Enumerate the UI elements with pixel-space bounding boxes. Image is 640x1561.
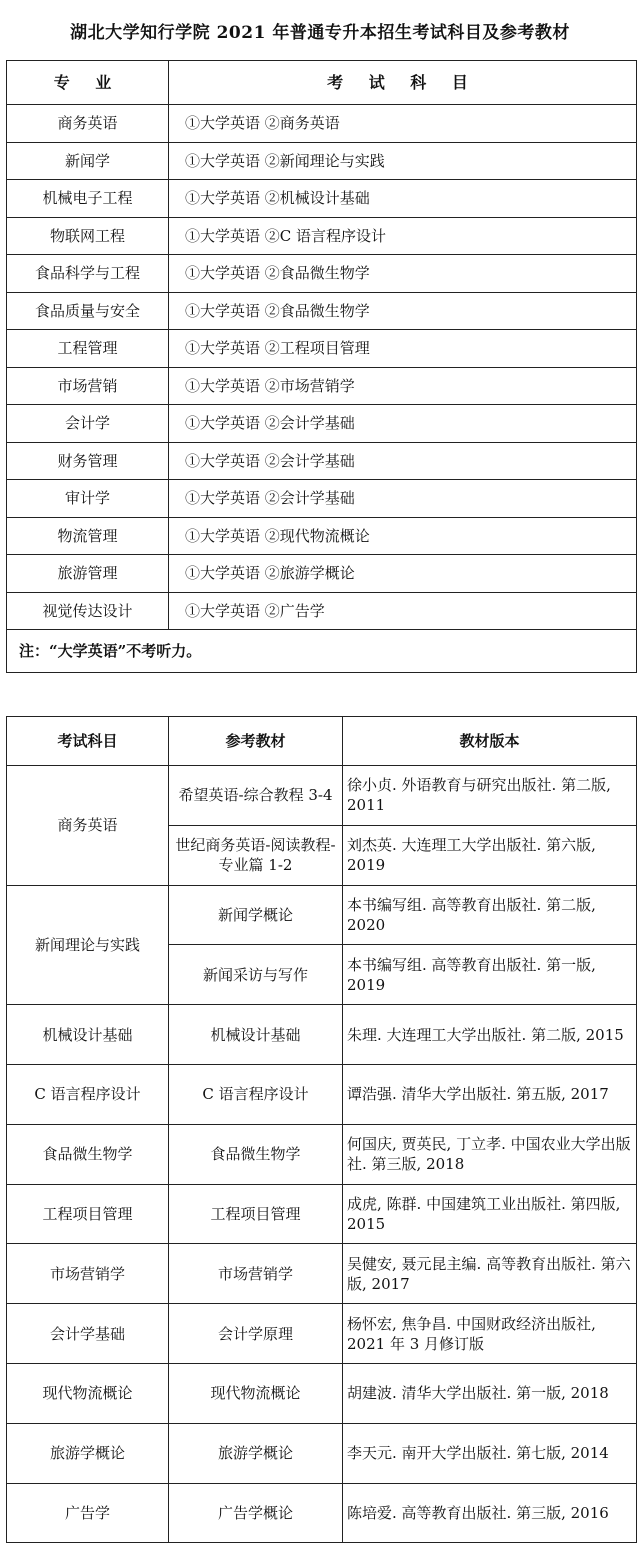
book-cell: 会计学原理 [169, 1304, 343, 1364]
major-cell: 商务英语 [7, 105, 169, 143]
edition-cell: 刘杰英. 大连理工大学出版社. 第六版, 2019 [343, 825, 637, 885]
page-title: 湖北大学知行学院 2021 年普通专升本招生考试科目及参考教材 [70, 22, 570, 43]
table-row [7, 1363, 637, 1423]
edition-cell: 杨怀宏, 焦争昌. 中国财政经济出版社, 2021 年 3 月修订版 [343, 1304, 637, 1364]
exam-subjects-table [6, 60, 637, 673]
subjects-cell: ①大学英语 ②旅游学概论 [169, 555, 637, 593]
table-row [7, 217, 637, 255]
subjects-cell: ①大学英语 ②食品微生物学 [169, 255, 637, 293]
header-edition: 教材版本 [343, 717, 637, 766]
edition-cell: 胡建波. 清华大学出版社. 第一版, 2018 [343, 1363, 637, 1423]
exam-subject-cell: 机械设计基础 [7, 1005, 169, 1065]
edition-cell: 陈培爱. 高等教育出版社. 第三版, 2016 [343, 1483, 637, 1543]
exam-subject-cell: C 语言程序设计 [7, 1064, 169, 1124]
table-header-row [7, 717, 637, 766]
major-cell: 新闻学 [7, 142, 169, 180]
exam-subject-cell: 工程项目管理 [7, 1184, 169, 1244]
major-cell: 工程管理 [7, 330, 169, 368]
major-cell: 食品质量与安全 [7, 292, 169, 330]
edition-cell: 朱理. 大连理工大学出版社. 第二版, 2015 [343, 1005, 637, 1065]
subjects-cell: ①大学英语 ②市场营销学 [169, 367, 637, 405]
note-row [7, 630, 637, 673]
textbook-table [6, 716, 637, 1543]
subjects-cell: ①大学英语 ②C 语言程序设计 [169, 217, 637, 255]
edition-cell: 何国庆, 贾英民, 丁立孝. 中国农业大学出版社. 第三版, 2018 [343, 1124, 637, 1184]
table-row [7, 480, 637, 518]
exam-subject-cell: 旅游学概论 [7, 1423, 169, 1483]
book-cell: 机械设计基础 [169, 1005, 343, 1065]
edition-cell: 本书编写组. 高等教育出版社. 第一版, 2019 [343, 945, 637, 1005]
edition-cell: 徐小贞. 外语教育与研究出版社. 第二版, 2011 [343, 766, 637, 826]
table-row [7, 1483, 637, 1543]
table-row [7, 517, 637, 555]
subjects-cell: ①大学英语 ②广告学 [169, 592, 637, 630]
book-cell: 广告学概论 [169, 1483, 343, 1543]
table-row [7, 292, 637, 330]
book-cell: 希望英语-综合教程 3-4 [169, 766, 343, 826]
table-row [7, 1064, 637, 1124]
exam-subject-cell: 现代物流概论 [7, 1363, 169, 1423]
exam-subject-cell: 会计学基础 [7, 1304, 169, 1364]
book-cell: 市场营销学 [169, 1244, 343, 1304]
book-cell: 旅游学概论 [169, 1423, 343, 1483]
edition-cell: 李天元. 南开大学出版社. 第七版, 2014 [343, 1423, 637, 1483]
major-cell: 市场营销 [7, 367, 169, 405]
table-row [7, 885, 637, 945]
subjects-cell: ①大学英语 ②会计学基础 [169, 480, 637, 518]
table-row [7, 1304, 637, 1364]
major-cell: 物联网工程 [7, 217, 169, 255]
header-reference-book: 参考教材 [169, 717, 343, 766]
major-cell: 审计学 [7, 480, 169, 518]
table-row [7, 180, 637, 218]
book-cell: 工程项目管理 [169, 1184, 343, 1244]
table-row [7, 592, 637, 630]
subjects-cell: ①大学英语 ②工程项目管理 [169, 330, 637, 368]
book-cell: 新闻学概论 [169, 885, 343, 945]
major-cell: 会计学 [7, 405, 169, 443]
table-row [7, 255, 637, 293]
header-subjects: 考 试 科 目 [169, 61, 637, 105]
subjects-cell: ①大学英语 ②新闻理论与实践 [169, 142, 637, 180]
exam-subject-cell: 市场营销学 [7, 1244, 169, 1304]
subjects-cell: ①大学英语 ②现代物流概论 [169, 517, 637, 555]
table-row [7, 1124, 637, 1184]
major-cell: 视觉传达设计 [7, 592, 169, 630]
major-cell: 财务管理 [7, 442, 169, 480]
exam-subject-cell: 商务英语 [7, 766, 169, 886]
table-row [7, 367, 637, 405]
table-row [7, 766, 637, 826]
header-major: 专 业 [7, 61, 169, 105]
edition-cell: 成虎, 陈群. 中国建筑工业出版社. 第四版, 2015 [343, 1184, 637, 1244]
book-cell: 新闻采访与写作 [169, 945, 343, 1005]
major-cell: 旅游管理 [7, 555, 169, 593]
table-row [7, 405, 637, 443]
table-row [7, 442, 637, 480]
edition-cell: 谭浩强. 清华大学出版社. 第五版, 2017 [343, 1064, 637, 1124]
subjects-cell: ①大学英语 ②机械设计基础 [169, 180, 637, 218]
exam-subject-cell: 广告学 [7, 1483, 169, 1543]
table-row [7, 1423, 637, 1483]
note-text: 注：“大学英语”不考听力。 [7, 630, 637, 673]
header-exam-subject: 考试科目 [7, 717, 169, 766]
major-cell: 物流管理 [7, 517, 169, 555]
book-cell: 食品微生物学 [169, 1124, 343, 1184]
book-cell: 现代物流概论 [169, 1363, 343, 1423]
subjects-cell: ①大学英语 ②商务英语 [169, 105, 637, 143]
edition-cell: 本书编写组. 高等教育出版社. 第二版, 2020 [343, 885, 637, 945]
subjects-cell: ①大学英语 ②会计学基础 [169, 405, 637, 443]
edition-cell: 吴健安, 聂元昆主编. 高等教育出版社. 第六版, 2017 [343, 1244, 637, 1304]
subjects-cell: ①大学英语 ②食品微生物学 [169, 292, 637, 330]
exam-subject-cell: 食品微生物学 [7, 1124, 169, 1184]
table-row [7, 1244, 637, 1304]
table-row [7, 1005, 637, 1065]
book-cell: C 语言程序设计 [169, 1064, 343, 1124]
table-header-row [7, 61, 637, 105]
table-row [7, 105, 637, 143]
table-row [7, 1184, 637, 1244]
table-row [7, 555, 637, 593]
major-cell: 食品科学与工程 [7, 255, 169, 293]
subjects-cell: ①大学英语 ②会计学基础 [169, 442, 637, 480]
table-row [7, 142, 637, 180]
exam-subject-cell: 新闻理论与实践 [7, 885, 169, 1005]
table-row [7, 330, 637, 368]
major-cell: 机械电子工程 [7, 180, 169, 218]
book-cell: 世纪商务英语-阅读教程-专业篇 1-2 [169, 825, 343, 885]
